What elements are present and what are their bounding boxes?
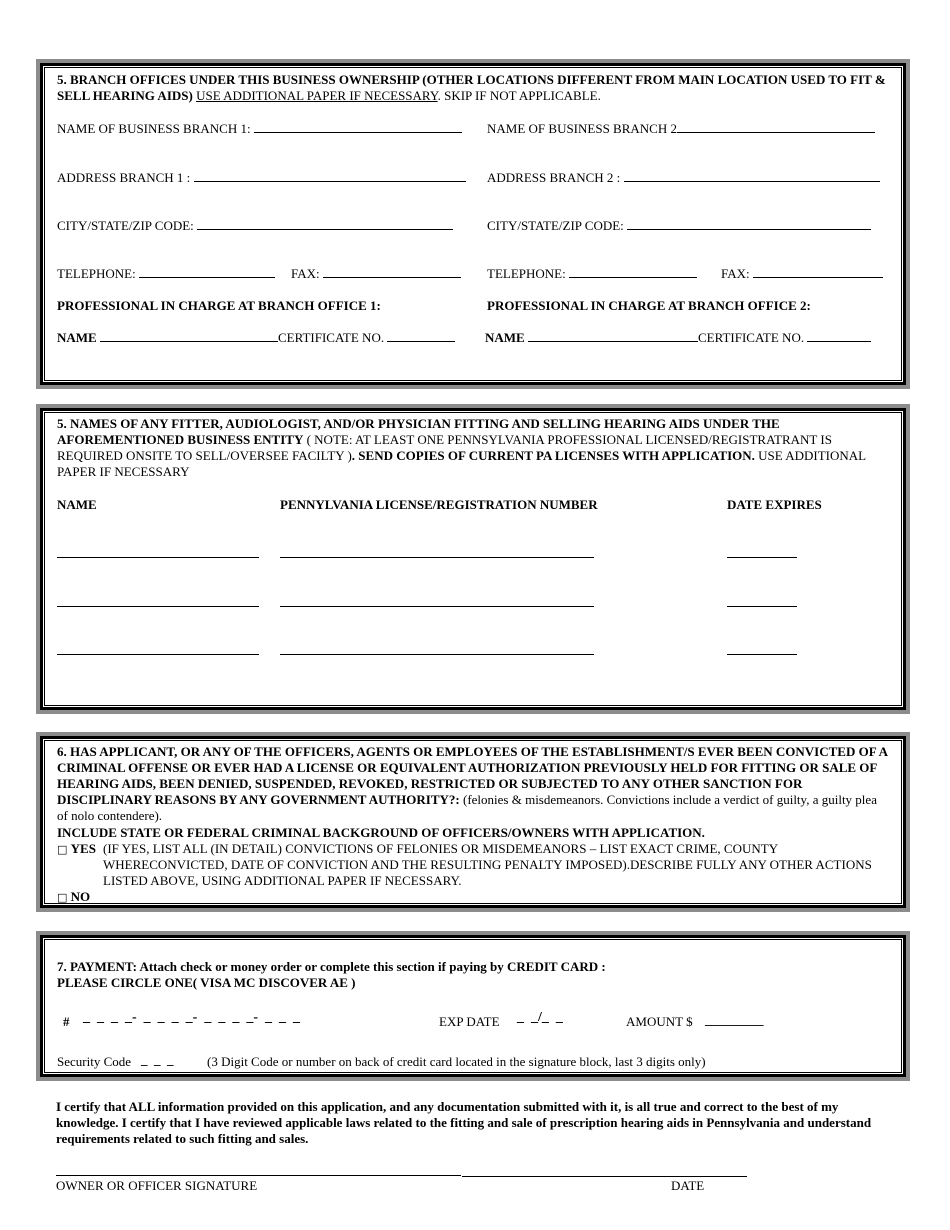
certificate-2-label: CERTIFICATE NO. xyxy=(697,330,805,345)
fitter-expires-field-1[interactable] xyxy=(727,557,797,558)
address-branch-2-field[interactable] xyxy=(624,180,880,182)
no-checkbox[interactable]: □ xyxy=(57,891,68,904)
exp-date-label: EXP DATE xyxy=(439,1014,500,1029)
address-branch-1-label: ADDRESS BRANCH 1 : xyxy=(57,170,191,185)
exp-date-field[interactable]: _ _/_ _ xyxy=(517,1010,563,1025)
certificate-2-field[interactable] xyxy=(807,340,871,342)
yes-label: YES xyxy=(70,841,96,856)
certificate-1-label: CERTIFICATE NO. xyxy=(277,330,385,345)
city-branch-1-field[interactable] xyxy=(197,228,453,230)
branch-offices-section xyxy=(40,63,906,385)
city-branch-2-label: CITY/STATE/ZIP CODE: xyxy=(487,218,624,233)
card-number-hash: # xyxy=(63,1014,70,1029)
criminal-include-line: INCLUDE STATE OR FEDERAL CRIMINAL BACKGROUND OF OFFICERS/OWNERS WITH APPLICATION. xyxy=(57,825,705,840)
fitter-name-field-2[interactable] xyxy=(57,606,259,607)
fitter-name-field-3[interactable] xyxy=(57,654,259,655)
col-expires-header: DATE EXPIRES xyxy=(727,497,822,512)
col-license-header: PENNYLVANIA LICENSE/REGISTRATION NUMBER xyxy=(280,497,598,512)
date-label: DATE xyxy=(671,1178,705,1193)
signature-label: OWNER OR OFFICER SIGNATURE xyxy=(56,1178,258,1193)
fitters-heading: 5. NAMES OF ANY FITTER, AUDIOLOGIST, AND/OR PHYSICIAN FITTING AND SELLING HEARING AIDS UNDER THE AFOREMENTIONED BUSINESS ENTITY ( NOTE: AT LEAST ONE PENNSYLVANIA PROFESSIONAL LICENSED/REGISTRATRANT IS REQUIRED ONSITE TO SELL/OVERSEE FACILTY ). SEND COPIES OF CURRENT PA LICENSES WITH APPLICATION. USE ADDITIONAL PAPER IF NECESSARY xyxy=(57,416,866,479)
city-branch-2-field[interactable] xyxy=(627,228,871,230)
no-label: NO xyxy=(70,889,91,904)
date-field[interactable] xyxy=(462,1176,747,1177)
payment-instructions: 7. PAYMENT: Attach check or money order or complete this section if paying by CREDIT CARD : xyxy=(57,959,606,974)
telephone-branch-2-label: TELEPHONE: xyxy=(487,266,566,281)
address-branch-1-field[interactable] xyxy=(194,180,466,182)
fax-branch-2-label: FAX: xyxy=(721,266,750,281)
city-branch-1-label: CITY/STATE/ZIP CODE: xyxy=(57,218,194,233)
name-branch-1-field[interactable] xyxy=(254,131,462,133)
name-branch-1-label: NAME OF BUSINESS BRANCH 1: xyxy=(57,121,251,136)
fax-branch-1-label: FAX: xyxy=(291,266,320,281)
payment-card-type[interactable]: PLEASE CIRCLE ONE( VISA MC DISCOVER AE ) xyxy=(57,975,356,990)
security-code-label: Security Code xyxy=(57,1054,132,1069)
name-branch-2-field[interactable] xyxy=(677,131,875,133)
professional-branch-2-label: PROFESSIONAL IN CHARGE AT BRANCH OFFICE 2: xyxy=(487,298,811,313)
col-name-header: NAME xyxy=(57,497,97,512)
criminal-history-section xyxy=(40,736,906,908)
telephone-branch-1-field[interactable] xyxy=(139,276,275,278)
fitters-section xyxy=(40,408,906,710)
branch-offices-heading: 5. BRANCH OFFICES UNDER THIS BUSINESS OWNERSHIP (OTHER LOCATIONS DIFFERENT FROM MAIN LOCATION USED TO FIT & SELL HEARING AIDS) USE ADDITIONAL PAPER IF NECESSARY. SKIP IF NOT APPLICABLE. xyxy=(57,72,886,103)
fitter-license-field-2[interactable] xyxy=(280,606,594,607)
fitter-license-field-1[interactable] xyxy=(280,557,594,558)
signature-field[interactable] xyxy=(56,1175,461,1176)
professional-branch-1-label: PROFESSIONAL IN CHARGE AT BRANCH OFFICE 1: xyxy=(57,298,381,313)
payment-section xyxy=(40,935,906,1077)
fitter-license-field-3[interactable] xyxy=(280,654,594,655)
fitter-expires-field-2[interactable] xyxy=(727,606,797,607)
address-branch-2-label: ADDRESS BRANCH 2 : xyxy=(487,170,621,185)
card-number-field[interactable]: _ _ _ _- _ _ _ _- _ _ _ _- _ _ _ xyxy=(83,1010,300,1025)
fax-branch-1-field[interactable] xyxy=(323,276,461,278)
professional-2-name-field[interactable] xyxy=(528,340,698,342)
criminal-question: 6. HAS APPLICANT, OR ANY OF THE OFFICERS, AGENTS OR EMPLOYEES OF THE ESTABLISHMENT/S EVER BEEN CONVICTED OF A CRIMINAL OFFENSE OR EVER HAD A LICENSE OR EQUIVALENT AUTHORIZATION PREVIOUSLY HELD FOR FITTING OR SALE OF HEARING AIDS, BEEN DENIED, SUSPENDED, REVOKED, RESTRICTED OR SUBJECTED TO ANY OTHER SANCTION FOR DISCIPLINARY REASONS BY ANY GOVERNMENT AUTHORITY?: (felonies & misdemeanors. Convictions include a verdict of guilty, a guilty plea of nolo contendere). xyxy=(57,744,888,823)
no-option xyxy=(57,889,889,906)
certificate-1-field[interactable] xyxy=(387,340,455,342)
fitter-name-field-1[interactable] xyxy=(57,557,259,558)
telephone-branch-2-field[interactable] xyxy=(569,276,697,278)
fax-branch-2-field[interactable] xyxy=(753,276,883,278)
amount-label: AMOUNT $ xyxy=(626,1014,693,1029)
telephone-branch-1-label: TELEPHONE: xyxy=(57,266,136,281)
professional-1-name-label: NAME xyxy=(57,330,97,345)
yes-instructions: (IF YES, LIST ALL (IN DETAIL) CONVICTIONS OF FELONIES OR MISDEMEANORS – LIST EXACT CRIME, COUNTY WHERECONVICTED, DATE OF CONVICTION AND THE RESULTING PENALTY IMPOSED).DESCRIBE FULLY ANY OTHER ACTIONS LISTED ABOVE, USING ADDITIONAL PAPER IF NECESSARY. xyxy=(103,841,872,888)
professional-1-name-field[interactable] xyxy=(100,340,278,342)
name-branch-2-label: NAME OF BUSINESS BRANCH 2 xyxy=(487,121,677,136)
yes-checkbox[interactable]: □ xyxy=(57,843,68,856)
security-code-field[interactable]: _ _ _ xyxy=(141,1052,174,1067)
security-code-note: (3 Digit Code or number on back of credit card located in the signature block, last 3 digits only) xyxy=(207,1054,706,1069)
fitter-expires-field-3[interactable] xyxy=(727,654,797,655)
certification-text: I certify that ALL information provided on this application, and any documentation submitted with it, is all true and correct to the best of my knowledge. I certify that I have reviewed applicable laws related to the fitting and sale of prescription hearing aids in Pennsylvania and understand requirements related to such fitting and sales. xyxy=(56,1099,872,1146)
professional-2-name-label: NAME xyxy=(485,330,525,345)
amount-field[interactable]: _________ xyxy=(705,1012,764,1027)
